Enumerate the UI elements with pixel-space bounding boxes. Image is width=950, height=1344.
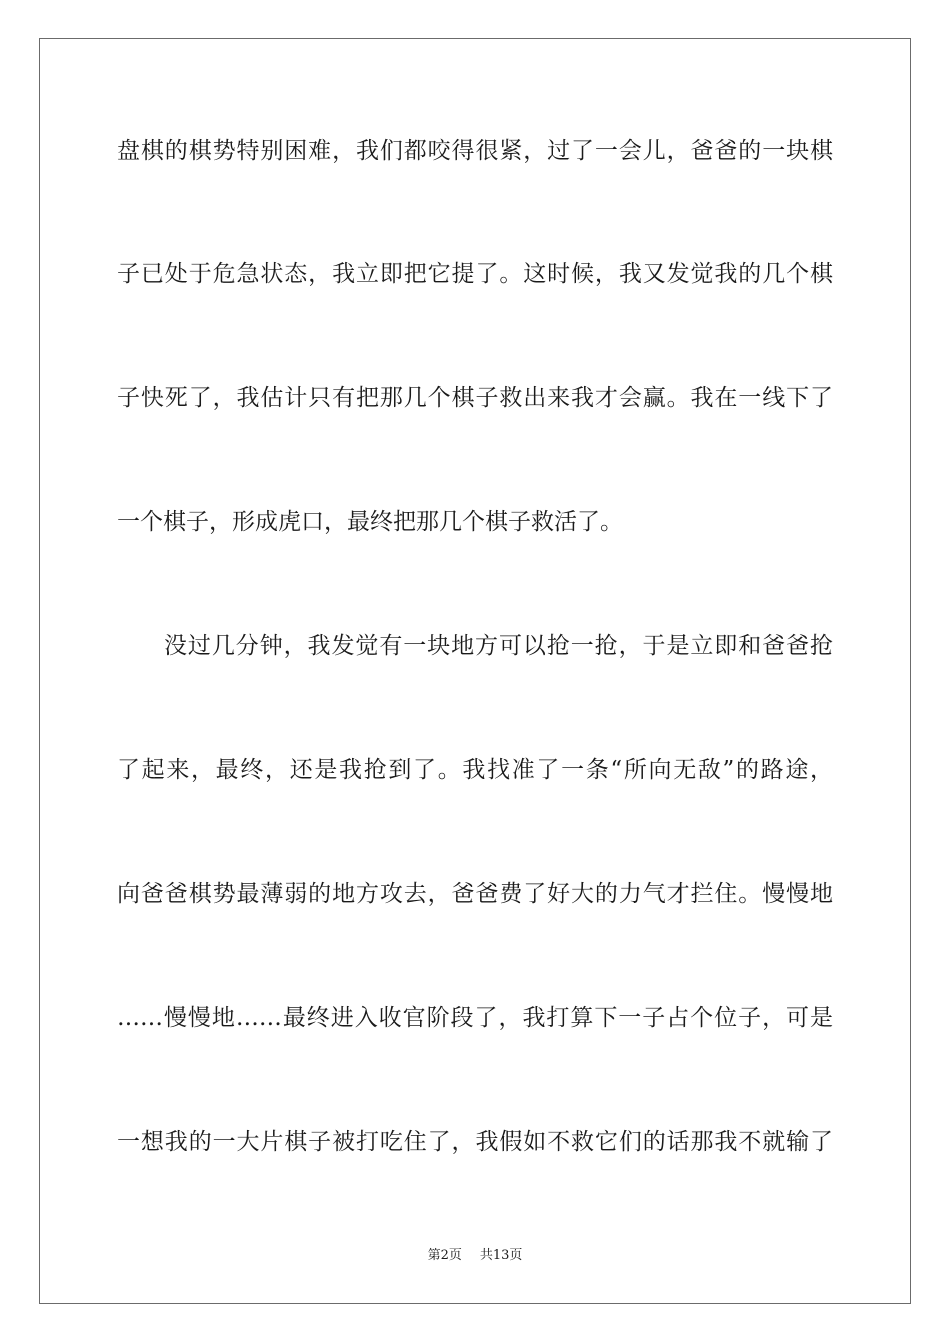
page-border [39,38,911,1304]
page-total: 共13页 [479,1248,523,1263]
paragraph-line: 盘棋的棋势特别困难，我们都咬得很紧，过了一会儿，爸爸的一块棋 [117,138,833,164]
paragraph-line: 没过几分钟，我发觉有一块地方可以抢一抢，于是立即和爸爸抢 [164,633,833,659]
page-footer [0,1246,950,1266]
page-number: 第2页 [427,1248,462,1263]
paragraph-line: 一个棋子，形成虎口，最终把那几个棋子救活了。 [117,509,623,535]
paragraph-line: 子已处于危急状态，我立即把它提了。这时候，我又发觉我的几个棋 [117,261,833,287]
paragraph-line: ……慢慢地……最终进入收官阶段了，我打算下一子占个位子，可是 [117,1005,833,1031]
paragraph-line: 一想我的一大片棋子被打吃住了，我假如不救它们的话那我不就输了 [117,1129,833,1155]
paragraph-line: 向爸爸棋势最薄弱的地方攻去，爸爸费了好大的力气才拦住。慢慢地 [117,881,833,907]
paragraph-line: 子快死了，我估计只有把那几个棋子救出来我才会赢。我在一线下了 [117,385,833,411]
paragraph-line: 了起来，最终，还是我抢到了。我找准了一条“所向无敌”的路途， [117,757,833,783]
